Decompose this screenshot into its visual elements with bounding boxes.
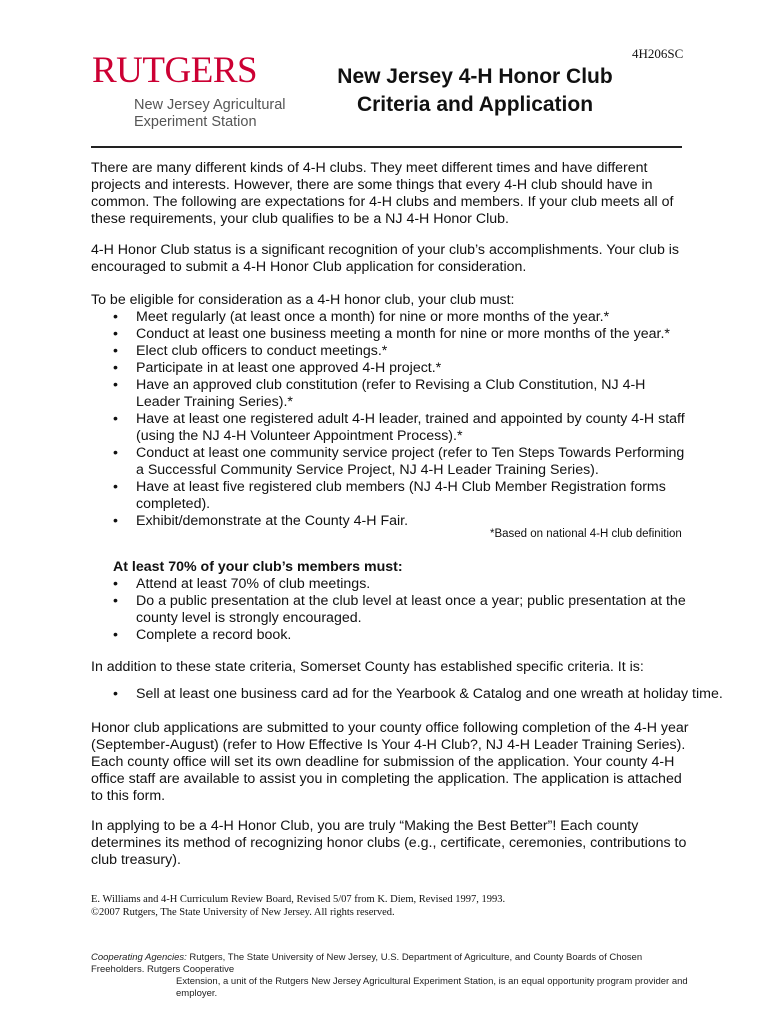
intro-paragraph-2 [91,242,691,276]
list-item: • Exhibit/demonstrate at the County 4-H Fair. [91,513,691,530]
list-item: • Sell at least one business card ad for the Yearbook & Catalog and one wreath at holiday time. [91,686,731,703]
list-item: • Have at least five registered club members (NJ 4-H Club Member Registration forms completed). [91,479,691,513]
copyright-line: ©2007 Rutgers, The State University of New Jersey. All rights reserved. [91,907,395,918]
list-item: • Do a public presentation at the club level at least once a year; public presentation at the county level is strongly encouraged. [91,593,691,627]
members-list [91,576,691,644]
title-line2: Criteria and Application [356,93,594,116]
members-section [91,576,691,644]
closing-text-2: In applying to be a 4-H Honor Club, you are truly “Making the Best Better”! Each county determines its method of recognizing honor clubs (e.g., certificate, ceremonies, contributions to club treasury). [91,818,687,868]
members-heading: At least 70% of your club’s members must: [113,559,403,575]
list-item: • Have at least one registered adult 4-H leader, trained and appointed by county 4-H staff (using the NJ 4-H Volunteer Appointment Process).* [91,411,691,445]
club-criteria-list [91,309,691,530]
list-item: • Have an approved club constitution (refer to Revising a Club Constitution, NJ 4-H Leader Training Series).* [91,377,691,411]
county-criteria-section [91,686,731,703]
coop-line2: Extension, a unit of the Rutgers New Jersey Agricultural Experiment Station, is an equal opportunity program provider and employer. [176,976,688,999]
intro-paragraph-1 [91,160,691,228]
footnote: *Based on national 4-H club definition [490,528,682,540]
list-item: • Attend at least 70% of club meetings. [91,576,691,593]
county-criteria-list [91,686,731,703]
list-item: • Conduct at least one community service project (refer to Ten Steps Towards Performing a Successful Community Service Project, NJ 4-H Leader Training Series). [91,445,691,479]
closing-text-1: Honor club applications are submitted to your county office following completion of the 4-H year (September-August) (refer to How Effective Is Your 4-H Club?, NJ 4-H Leader Training Series). Each county office will set its own deadline for submission of the application. Your county 4-H office staff are available to assist you in completing the application. The application is attached to this form. [91,720,689,804]
logo-subtitle-line1: New Jersey Agricultural [134,97,286,113]
credit-line: E. Williams and 4-H Curriculum Review Board, Revised 5/07 from K. Diem, Revised 1997, 1993. [91,894,506,905]
cooperating-agencies [91,952,691,1000]
list-item: • Complete a record book. [91,627,691,644]
intro-text-2: 4-H Honor Club status is a significant recognition of your club’s accomplishments. Your club is encouraged to submit a 4-H Honor Club application for consideration. [91,242,680,275]
county-intro-text: In addition to these state criteria, Somerset County has established specific criteria. It is: [91,659,644,675]
list-item: • Conduct at least one business meeting a month for nine or more months of the year.* [91,326,691,343]
criteria-intro: To be eligible for consideration as a 4-H honor club, your club must: [91,292,515,308]
list-item: • Participate in at least one approved 4-H project.* [91,360,691,377]
list-item: • Meet regularly (at least once a month) for nine or more months of the year.* [91,309,691,326]
closing-paragraph-2 [91,818,691,869]
logo-subtitle [134,97,286,131]
closing-paragraph-1 [91,720,691,805]
intro-text-1: There are many different kinds of 4-H clubs. They meet different times and have different projects and interests. However, there are some things that every 4-H club should have in common. The following are expectations for 4-H clubs and members. If your club meets all of these requirements, your club qualifies to be a NJ 4-H Honor Club. [91,160,674,227]
coop-label: Cooperating Agencies: [91,952,187,963]
credits [91,893,505,919]
title-line1: New Jersey 4-H Honor Club [337,65,613,88]
page-title [300,63,650,119]
county-criteria-intro [91,659,691,676]
coop-line1: Rutgers, The State University of New Jersey, U.S. Department of Agriculture, and County Boards of Chosen Freeholders. Rutgers Cooperative [91,952,643,975]
logo-subtitle-line2: Experiment Station [134,114,257,130]
list-item: • Elect club officers to conduct meetings.* [91,343,691,360]
club-criteria-section [91,292,691,530]
rutgers-logo: RUTGERS [92,50,258,91]
document-id: 4H206SC [632,46,684,61]
header-divider [91,146,682,148]
